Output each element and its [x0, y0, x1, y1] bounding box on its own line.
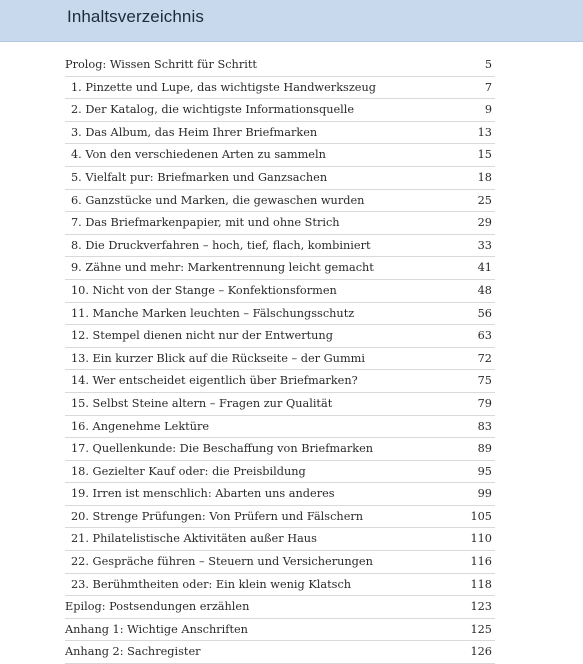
toc-row	[65, 325, 495, 348]
toc-row	[65, 212, 495, 235]
toc-page-number: 123	[470, 600, 492, 614]
toc-row	[65, 144, 495, 167]
toc-page-number: 63	[477, 329, 492, 343]
toc-entry-title: 2. Der Katalog, die wichtigste Informationsquelle	[71, 103, 355, 117]
toc-page-number: 110	[470, 532, 492, 546]
toc-entry-title: 20. Strenge Prüfungen: Von Prüfern und Fälschern	[71, 509, 364, 523]
toc-page-number: 79	[477, 396, 492, 410]
toc-page-number: 25	[477, 193, 492, 207]
toc-row	[65, 348, 495, 371]
toc-row	[65, 574, 495, 597]
toc-row	[65, 280, 495, 303]
toc-entry-title: Anhang 1: Wichtige Anschriften	[65, 622, 248, 636]
toc-row	[65, 596, 495, 619]
toc-page-number: 13	[477, 125, 492, 139]
toc-page-number: 89	[477, 442, 492, 456]
toc-entry-title: 16. Angenehme Lektüre	[71, 419, 210, 433]
toc-page-number: 75	[477, 374, 492, 388]
toc-row	[65, 122, 495, 145]
toc-entry-title: 11. Manche Marken leuchten – Fälschungsschutz	[71, 306, 355, 320]
toc-page-number: 18	[477, 170, 492, 184]
toc-row	[65, 99, 495, 122]
toc-page-number: 99	[477, 487, 492, 501]
toc-row	[65, 370, 495, 393]
toc-entry-title: 14. Wer entscheidet eigentlich über Briefmarken?	[71, 374, 358, 388]
toc-row	[65, 54, 495, 77]
toc-page-number: 29	[477, 216, 492, 230]
toc-row	[65, 393, 495, 416]
toc-page-number: 5	[484, 58, 492, 71]
toc-entry-title: Anhang 2: Sachregister	[65, 645, 201, 659]
toc-row	[65, 641, 495, 664]
toc-entry-title: 1. Pinzette und Lupe, das wichtigste Handwerkszeug	[71, 80, 376, 94]
toc-page-number: 33	[477, 238, 492, 252]
toc-row	[65, 416, 495, 439]
toc-entry-title: 3. Das Album, das Heim Ihrer Briefmarken	[71, 125, 318, 139]
toc-entry-title: 18. Gezielter Kauf oder: die Preisbildung	[71, 464, 306, 478]
toc-entry-title: 4. Von den verschiedenen Arten zu sammeln	[71, 148, 326, 162]
toc-entry-title: Epilog: Postsendungen erzählen	[65, 600, 250, 614]
toc-entry-title: 22. Gespräche führen – Steuern und Versicherungen	[71, 555, 373, 569]
toc-page-number: 56	[477, 306, 492, 320]
toc-entry-title: 12. Stempel dienen nicht nur der Entwertung	[71, 329, 333, 343]
toc-page-number: 125	[470, 622, 492, 636]
toc-page-number: 118	[470, 577, 492, 591]
toc-page-number: 48	[477, 283, 492, 297]
toc-entry-title: 6. Ganzstücke und Marken, die gewaschen wurden	[71, 193, 365, 207]
toc-page-number: 105	[470, 509, 492, 523]
toc-entry-title: 7. Das Briefmarkenpapier, mit und ohne Strich	[71, 216, 340, 230]
table-of-contents	[65, 54, 495, 664]
toc-entry-title: 9. Zähne und mehr: Markentrennung leicht gemacht	[71, 261, 374, 275]
toc-row	[65, 551, 495, 574]
page-title: Inhaltsverzeichnis	[67, 7, 204, 26]
toc-entry-title: 15. Selbst Steine altern – Fragen zur Qualität	[71, 396, 333, 410]
toc-entry-title: 17. Quellenkunde: Die Beschaffung von Briefmarken	[71, 442, 374, 456]
toc-entry-title: 19. Irren ist menschlich: Abarten uns anderes	[71, 487, 335, 501]
toc-page-number: 83	[477, 419, 492, 433]
toc-row	[65, 167, 495, 190]
toc-row	[65, 257, 495, 280]
toc-page-number: 126	[470, 645, 492, 659]
toc-page-number: 7	[484, 80, 492, 94]
toc-row	[65, 506, 495, 529]
toc-row	[65, 190, 495, 213]
toc-entry-title: 21. Philatelistische Aktivitäten außer Haus	[71, 532, 317, 546]
toc-row	[65, 438, 495, 461]
toc-entry-title: 23. Berühmtheiten oder: Ein klein wenig Klatsch	[71, 577, 352, 591]
toc-page-number: 95	[477, 464, 492, 478]
toc-entry-title: 8. Die Druckverfahren – hoch, tief, flach, kombiniert	[71, 238, 371, 252]
toc-entry-title: 13. Ein kurzer Blick auf die Rückseite – der Gummi	[71, 351, 365, 365]
toc-page-number: 72	[477, 351, 492, 365]
toc-row	[65, 483, 495, 506]
toc-row	[65, 528, 495, 551]
toc-page-number: 9	[484, 103, 492, 117]
toc-row	[65, 77, 495, 100]
toc-page-number: 116	[470, 555, 492, 569]
toc-entry-title: 10. Nicht von der Stange – Konfektionsformen	[71, 283, 337, 297]
toc-entry-title: Prolog: Wissen Schritt für Schritt	[65, 58, 257, 71]
toc-page-number: 41	[477, 261, 492, 275]
toc-row	[65, 303, 495, 326]
header-band	[0, 0, 583, 42]
toc-row	[65, 461, 495, 484]
toc-row	[65, 235, 495, 258]
toc-page-number: 15	[477, 148, 492, 162]
toc-row	[65, 619, 495, 642]
toc-entry-title: 5. Vielfalt pur: Briefmarken und Ganzsachen	[71, 170, 328, 184]
